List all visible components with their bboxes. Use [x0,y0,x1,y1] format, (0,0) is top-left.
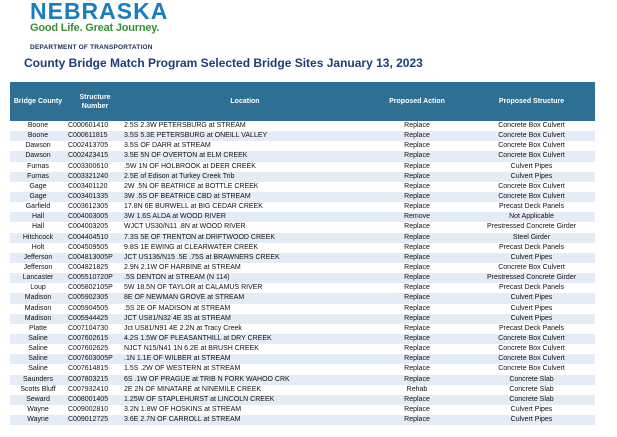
cell-location: 3.5S OF DARR at STREAM [124,141,366,151]
cell-location: .5W 1N OF HOLBROOK at DEER CREEK [124,162,366,172]
table-row [10,375,595,385]
cell-proposed-structure: Concrete Box Culvert [468,121,595,131]
cell-proposed-action: Replace [366,131,468,141]
cell-proposed-action: Replace [366,415,468,425]
cell-county: Lancaster [10,273,66,283]
cell-proposed-action: Replace [366,253,468,263]
table-row [10,334,595,344]
cell-county: Boone [10,131,66,141]
cell-location: 3W 1.6S ALDA at WOOD RIVER [124,212,366,222]
cell-county: Hall [10,212,66,222]
cell-location: 1.25W OF STAPLEHURST at LINCOLN CREEK [124,395,366,405]
cell-county: Saline [10,364,66,374]
cell-location: 3.5S 5.3E PETERSBURG at ONEILL VALLEY [124,131,366,141]
cell-structure-number: C004404510 [66,233,124,243]
cell-location: 9.8S 1E EWING at CLEARWATER CREEK [124,243,366,253]
cell-county: Hitchcock [10,233,66,243]
header-proposed-structure: Proposed Structure [498,98,565,105]
cell-proposed-structure: Culvert Pipes [468,415,595,425]
table-row [10,273,595,283]
cell-structure-number: C005510720P [66,273,124,283]
cell-county: Boone [10,121,66,131]
table-row [10,162,595,172]
cell-county: Wayne [10,405,66,415]
cell-location: 3.2N 1.8W OF HOSKINS at STREAM [124,405,366,415]
cell-proposed-structure: Culvert Pipes [468,253,595,263]
table-row [10,283,595,293]
cell-structure-number: C000611815 [66,131,124,141]
cell-county: Wayne [10,415,66,425]
cell-proposed-action: Replace [366,172,468,182]
table-row [10,202,595,212]
cell-proposed-action: Replace [366,182,468,192]
table-row [10,395,595,405]
cell-proposed-action: Replace [366,344,468,354]
cell-structure-number: C004813005P [66,253,124,263]
cell-location: 5W 18.5N OF TAYLOR at CALAMUS RIVER [124,283,366,293]
cell-structure-number: C009012725 [66,415,124,425]
cell-structure-number: C005904505 [66,304,124,314]
cell-county: Seward [10,395,66,405]
cell-proposed-structure: Culvert Pipes [468,293,595,303]
cell-proposed-action: Replace [366,395,468,405]
cell-proposed-action: Replace [366,222,468,232]
cell-county: Loup [10,283,66,293]
cell-location: 2.5E of Edison at Turkey Creek Trib [124,172,366,182]
table-row [10,405,595,415]
cell-proposed-action: Replace [366,375,468,385]
cell-structure-number: C003401335 [66,192,124,202]
cell-proposed-action: Replace [366,314,468,324]
table-row [10,243,595,253]
cell-location: .1N 1.1E OF WILBER at STREAM [124,354,366,364]
cell-structure-number: C005802105P [66,283,124,293]
table-row [10,253,595,263]
cell-location: JCT US136/N15 .5E .75S at BRAWNERS CREEK [124,253,366,263]
cell-county: Saline [10,334,66,344]
table-row [10,192,595,202]
table-row [10,304,595,314]
cell-county: Saline [10,354,66,364]
cell-proposed-action: Replace [366,334,468,344]
cell-county: Jefferson [10,263,66,273]
table-row [10,344,595,354]
cell-location: 1.5S .2W OF WESTERN at STREAM [124,364,366,374]
cell-structure-number: C005902305 [66,293,124,303]
cell-proposed-structure: Culvert Pipes [468,314,595,324]
cell-location: 2W .5N OF BEATRICE at BOTTLE CREEK [124,182,366,192]
cell-location: 6S .1W OF PRAGUE at TRIB N FORK WAHOO CRK [124,375,366,385]
cell-proposed-action: Replace [366,273,468,283]
cell-proposed-structure: Culvert Pipes [468,162,595,172]
cell-location: 3W .5S OF BEATRICE CBD at STREAM [124,192,366,202]
cell-proposed-structure: Concrete Slab [468,375,595,385]
table-row [10,131,595,141]
cell-proposed-action: Replace [366,192,468,202]
cell-structure-number: C007104730 [66,324,124,334]
cell-county: Madison [10,314,66,324]
cell-proposed-structure: Culvert Pipes [468,304,595,314]
cell-proposed-structure: Steel Girder [468,233,595,243]
cell-location: 2.9N 2.1W OF HARBINE at STREAM [124,263,366,273]
table-row [10,415,595,425]
cell-location: NJCT N15/N41 1N 6.2E at BRUSH CREEK [124,344,366,354]
cell-structure-number: C004003205 [66,222,124,232]
cell-proposed-action: Replace [366,233,468,243]
cell-location: WJCT US30/N11 .8N at WOOD RIVER [124,222,366,232]
header-location: Location [230,98,260,105]
table-row [10,324,595,334]
cell-county: Scotts Bluff [10,385,66,395]
cell-proposed-action: Remove [366,212,468,222]
cell-county: Furnas [10,162,66,172]
cell-structure-number: C007603005P [66,354,124,364]
cell-county: Dawson [10,151,66,161]
nebraska-logo: NEBRASKA [30,0,169,24]
cell-location: 2.5S 2.3W PETERSBURG at STREAM [124,121,366,131]
cell-proposed-action: Replace [366,263,468,273]
cell-proposed-action: Replace [366,354,468,364]
cell-county: Garfield [10,202,66,212]
table-row [10,141,595,151]
cell-county: Hall [10,222,66,232]
cell-location: Jct US81/N91 4E 2.2N at Tracy Creek [124,324,366,334]
cell-proposed-action: Replace [366,293,468,303]
table-row [10,151,595,161]
cell-location: 2E 2N OF MINATARE at NINEMILE CREEK [124,385,366,395]
header-row [10,82,595,121]
cell-location: 8E OF NEWMAN GROVE at STREAM [124,293,366,303]
cell-structure-number: C007803215 [66,375,124,385]
bridge-sites-table [10,82,595,425]
cell-proposed-structure: Concrete Box Culvert [468,354,595,364]
cell-proposed-structure: Concrete Box Culvert [468,192,595,202]
table-body [10,121,595,425]
cell-proposed-action: Replace [366,364,468,374]
cell-location: 7.3S 5E OF TRENTON at DRIFTWOOD CREEK [124,233,366,243]
table-row [10,121,595,131]
cell-county: Jefferson [10,253,66,263]
cell-location: 3.5E 5N OF OVERTON at ELM CREEK [124,151,366,161]
cell-structure-number: C007602615 [66,334,124,344]
cell-proposed-action: Replace [366,243,468,253]
cell-location: JCT US81/N32 4E 3S at STREAM [124,314,366,324]
cell-proposed-structure: Concrete Box Culvert [468,334,595,344]
header-bridge-county: Bridge County [13,98,63,105]
table-row [10,314,595,324]
cell-proposed-structure: Concrete Slab [468,395,595,405]
cell-county: Gage [10,182,66,192]
department-name: DEPARTMENT OF TRANSPORTATION [30,44,153,51]
table-header [10,82,595,121]
cell-structure-number: C004509505 [66,243,124,253]
cell-location: 3.6E 2.7N OF CARROLL at STREAM [124,415,366,425]
cell-structure-number: C009002810 [66,405,124,415]
cell-proposed-structure: Prestressed Concrete Girder [468,273,595,283]
table-row [10,354,595,364]
cell-county: Saline [10,344,66,354]
table-row [10,364,595,374]
table-row [10,233,595,243]
cell-county: Dawson [10,141,66,151]
cell-structure-number: C005944425 [66,314,124,324]
cell-structure-number: C003321240 [66,172,124,182]
table-row [10,263,595,273]
cell-proposed-structure: Concrete Box Culvert [468,141,595,151]
table-row [10,212,595,222]
tagline: Good Life. Great Journey. [30,22,160,34]
header-proposed-action: Proposed Action [389,98,445,105]
cell-proposed-structure: Concrete Box Culvert [468,263,595,273]
cell-location: .5S DENTON at STREAM (N 114) [124,273,366,283]
cell-structure-number: C002413705 [66,141,124,151]
cell-structure-number: C000601410 [66,121,124,131]
header-structure-number: Structure Number [79,93,111,110]
cell-structure-number: C002423415 [66,151,124,161]
table-row [10,182,595,192]
cell-proposed-action: Replace [366,202,468,212]
cell-proposed-action: Replace [366,121,468,131]
cell-proposed-action: Replace [366,324,468,334]
cell-proposed-structure: Precast Deck Panels [468,202,595,212]
cell-structure-number: C007932410 [66,385,124,395]
cell-county: Furnas [10,172,66,182]
cell-county: Platte [10,324,66,334]
cell-structure-number: C003300610 [66,162,124,172]
cell-structure-number: C004821825 [66,263,124,273]
cell-proposed-structure: Concrete Box Culvert [468,344,595,354]
cell-proposed-structure: Precast Deck Panels [468,243,595,253]
cell-county: Gage [10,192,66,202]
cell-proposed-structure: Not Applicable [468,212,595,222]
cell-proposed-structure: Concrete Box Culvert [468,151,595,161]
cell-proposed-structure: Culvert Pipes [468,172,595,182]
cell-proposed-action: Replace [366,151,468,161]
cell-proposed-action: Replace [366,162,468,172]
cell-county: Saunders [10,375,66,385]
page-title: County Bridge Match Program Selected Bridge Sites January 13, 2023 [24,56,423,70]
cell-location: 17.8N 6E BURWELL at BIG CEDAR CREEK [124,202,366,212]
table-row [10,222,595,232]
cell-proposed-action: Replace [366,141,468,151]
cell-proposed-structure: Culvert Pipes [468,405,595,415]
cell-location: .5S 2E OF MADISON at STREAM [124,304,366,314]
cell-proposed-structure: Prestressed Concrete Girder [468,222,595,232]
cell-proposed-action: Replace [366,304,468,314]
cell-county: Madison [10,293,66,303]
cell-county: Holt [10,243,66,253]
cell-proposed-action: Rehab [366,385,468,395]
cell-structure-number: C008001405 [66,395,124,405]
cell-structure-number: C003612305 [66,202,124,212]
table-row [10,293,595,303]
cell-proposed-action: Replace [366,283,468,293]
cell-location: 4.2S 1.5W OF PLEASANTHILL at DRY CREEK [124,334,366,344]
cell-proposed-action: Replace [366,405,468,415]
cell-proposed-structure: Precast Deck Panels [468,283,595,293]
cell-proposed-structure: Concrete Box Culvert [468,131,595,141]
cell-structure-number: C004003005 [66,212,124,222]
cell-proposed-structure: Concrete Box Culvert [468,182,595,192]
cell-structure-number: C007614815 [66,364,124,374]
cell-county: Madison [10,304,66,314]
cell-proposed-structure: Concrete Slab [468,385,595,395]
cell-structure-number: C007602625 [66,344,124,354]
cell-structure-number: C003401120 [66,182,124,192]
table-row [10,385,595,395]
cell-proposed-structure: Precast Deck Panels [468,324,595,334]
table-row [10,172,595,182]
cell-proposed-structure: Concrete Box Culvert [468,364,595,374]
